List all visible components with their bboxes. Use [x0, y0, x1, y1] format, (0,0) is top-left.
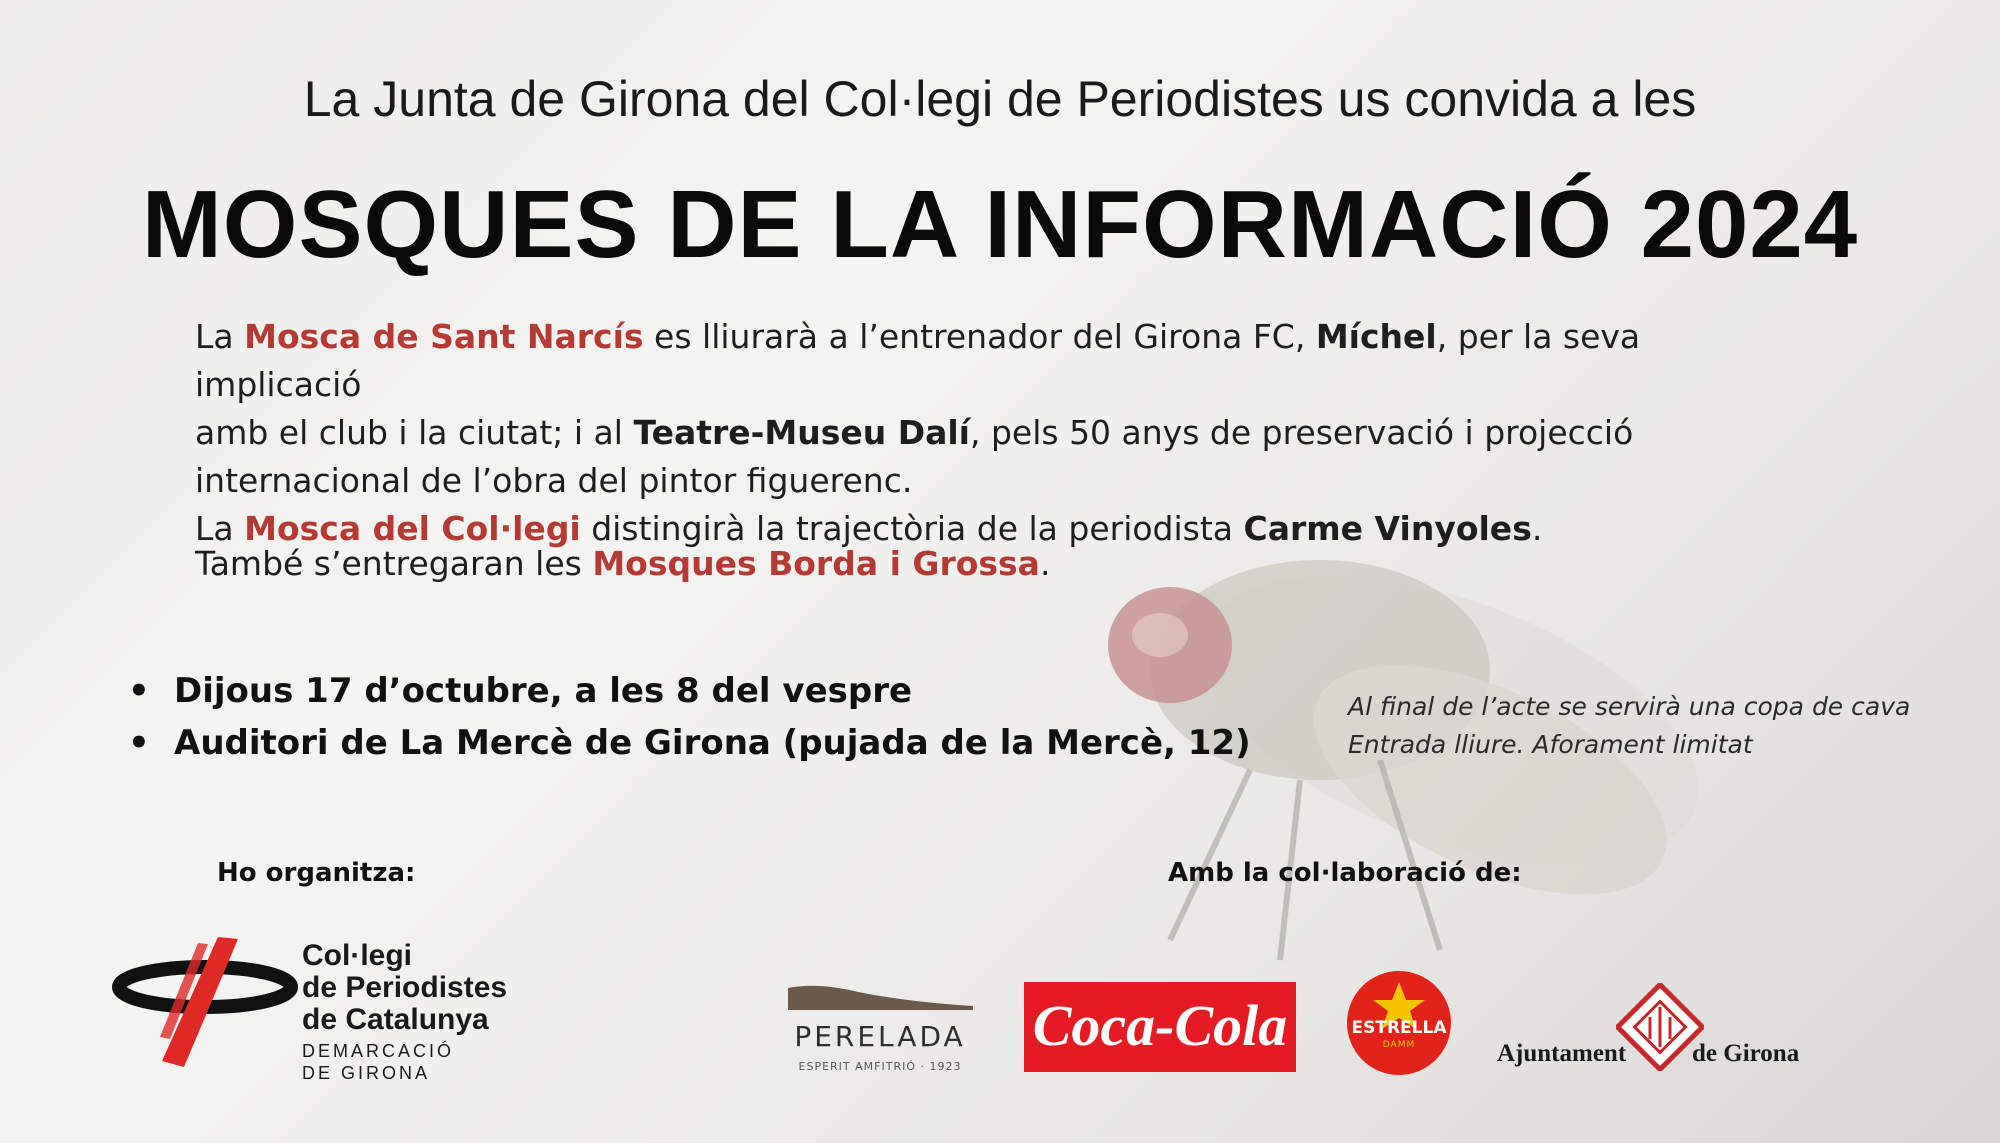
ajuntament-left: Ajuntament	[1497, 1040, 1627, 1067]
award-name: Mosca del Col·legi	[244, 509, 581, 548]
ajuntament-shield-icon	[1616, 983, 1704, 1071]
colegi-logo-icon	[110, 935, 300, 1070]
recipient-name: Teatre-Museu Dalí	[633, 413, 970, 452]
event-place: • Auditori de La Mercè de Girona (pujada de la Mercè, 12)	[128, 717, 1251, 769]
estrella-sub: DAMM	[1382, 1040, 1416, 1050]
perelada-tagline: ESPERIT AMFITRIÓ · 1923	[798, 1060, 962, 1073]
text: .	[1531, 509, 1543, 548]
text: .	[1039, 544, 1051, 583]
cocacola-name: Coca-Cola	[1032, 993, 1288, 1058]
perelada-name: PERELADA	[794, 1020, 966, 1053]
organizer-label: Ho organitza:	[217, 858, 416, 888]
event-notes	[1348, 688, 1910, 764]
colegi-line: de Catalunya	[302, 1003, 489, 1036]
intro-text: La Junta de Girona del Col·legi de Periodistes us convida a les	[303, 71, 1697, 127]
ajuntament-right: de Girona	[1692, 1040, 1800, 1067]
text: La	[195, 509, 245, 548]
event-details	[128, 665, 1251, 769]
paragraph-1	[195, 313, 1815, 553]
paragraph-3	[195, 540, 1815, 588]
recipient-name: Míchel	[1315, 317, 1437, 356]
text: , per la seva implicació	[195, 317, 1641, 404]
colegi-line: de Periodistes	[302, 971, 508, 1004]
colegi-logo-text	[302, 940, 507, 1084]
recipient-name: Carme Vinyoles	[1243, 509, 1532, 548]
perelada-logo-icon	[788, 982, 973, 1012]
cocacola-logo	[1024, 982, 1296, 1072]
colegi-line: DE GIRONA	[302, 1063, 431, 1083]
text: , pels 50 anys de preservació i projecció	[969, 413, 1634, 452]
award-name: Mosques Borda i Grossa	[592, 544, 1040, 583]
collaboration-label: Amb la col·laboració de:	[1168, 858, 1522, 888]
text: internacional de l’obra del pintor figuerenc.	[195, 461, 913, 500]
note-line: Entrada lliure. Aforament limitat	[1348, 730, 1753, 759]
colegi-line: DEMARCACIÓ	[302, 1041, 455, 1061]
text: amb el club i la ciutat; i al	[195, 413, 634, 452]
estrella-name: ESTRELLA	[1351, 1018, 1447, 1038]
text: La	[195, 317, 245, 356]
note-line: Al final de l’acte se servirà una copa de cava	[1348, 692, 1911, 721]
text: També s’entregaran les	[195, 544, 593, 583]
page-title: MOSQUES DE LA INFORMACIÓ 2024	[141, 171, 1859, 278]
event-date: • Dijous 17 d’octubre, a les 8 del vespre	[128, 665, 1251, 717]
text: distingirà la trajectòria de la periodista	[580, 509, 1244, 548]
text: es lliurarà a l’entrenador del Girona FC,	[643, 317, 1316, 356]
award-name: Mosca de Sant Narcís	[244, 317, 644, 356]
colegi-line: Col·legi	[302, 939, 412, 972]
